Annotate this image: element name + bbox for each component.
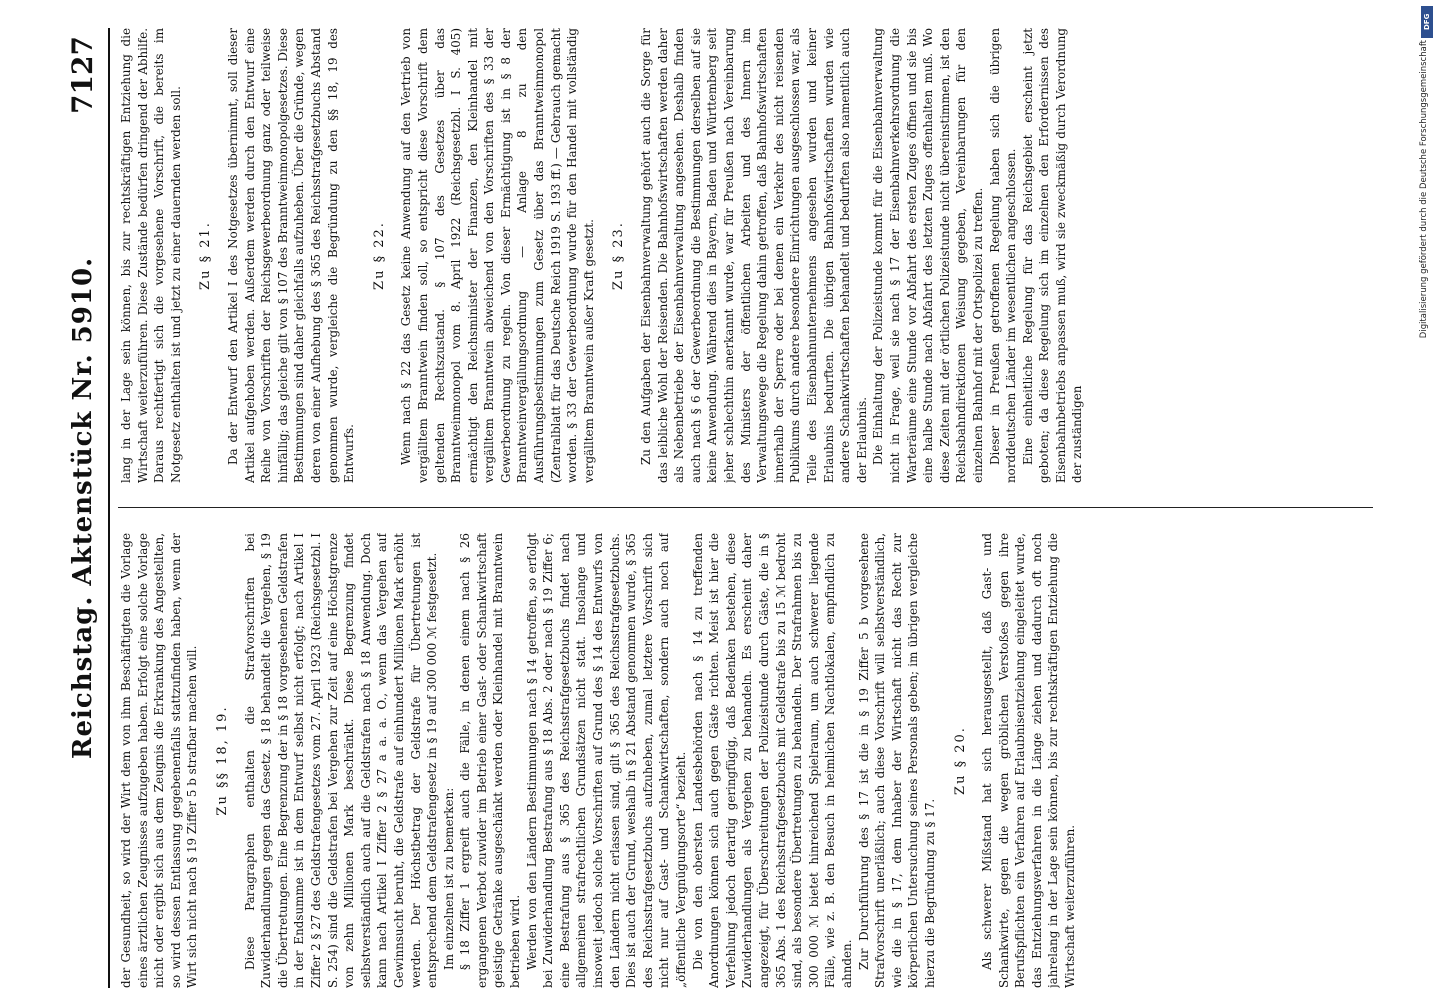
paragraph: Eine einheitliche Regelung für das Reichsgebiet erscheint jetzt geboten; da diese Regelung sich im einzelnen den Erfordernissen des Eisenbahnbetriebs anpassen muß, wird sie zweckmäßig durch Verordnung der zuständigen [1020, 28, 1085, 483]
section-heading: Zu §§ 18, 19. [214, 705, 230, 816]
paragraph: Zur Durchführung des § 17 ist die in § 19 Ziffer 5 b vorgesehene Strafvorschrift unerläßlich; auch diese Vorschrift will selbstverständlich, wie die in § 17, dem Inhaber der Wirtschaft nicht das Recht zur körperlichen Untersuchung seines Personals geben; im übrigen vergleiche hierzu die Begründung zu § 17. [856, 533, 937, 988]
paragraph: Da der Entwurf den Artikel I des Notgesetzes übernimmt, soll dieser Artikel aufgehoben werden. Außerdem werden durch den Entwurf eine Reihe von Vorschriften der Reichsgewerbeordnung ganz oder teilweise hinfällig; das gleiche gilt von § 107 des Branntweinmonopolgesetzes. Diese Bestimmungen sind daher gleichfalls aufzuheben. Über die Gründe, wegen deren von einer Aufhebung des § 365 des Reichsstrafgesetzbuchs Abstand genommen wurde, vergleiche die Begründung zu den §§ 18, 19 des Entwurfs. [225, 28, 357, 483]
paragraph: § 18 Ziffer 1 ergreift auch die Fälle, in denen einem nach § 26 ergangenen Verbot zuwider im Betrieb einer Gast- oder Schankwirtschaft geistige Getränke ausgeschänkt werden oder Kleinhandel mit Branntwein betrieben wird. [458, 533, 523, 988]
paragraph: Werden von den Ländern Bestimmungen nach § 14 getroffen, so erfolgt bei Zuwiderhandlung Bestrafung aus § 18 Abs. 2 oder nach § 19 Ziffer 6; eine Bestrafung aus § 365 des Reichsstrafgesetzbuchs findet nach allgemeinen strafrechtlichen Grundsätzen nicht statt. Insolange und insoweit jedoch solche Vorschriften auf Grund des § 14 des Entwurfs von den Ländern nicht erlassen sind, gilt § 365 des Reichsstrafgesetzbuchs. Dies ist auch der Grund, weshalb in § 21 Abstand genommen wurde, § 365 des Reichsstrafgesetzbuchs aufzuheben, zumal letztere Vorschrift sich nicht nur auf Gast- und Schankwirtschaften, sondern auch noch auf „öffentliche Vergnügungsorte“ bezieht. [524, 533, 688, 988]
section-heading: Zu § 21. [198, 221, 214, 290]
paragraph: Dieser in Preußen getroffenen Regelung haben sich die übrigen norddeutschen Länder im wesentlichen angeschlossen. [987, 28, 1019, 483]
paragraph: lang in der Lage sein können, bis zur rechtskräftigen Entziehung die Wirtschaft weiterzuführen. Diese Zustände bedürfen dringend der Abhilfe. Daraus rechtfertigt sich die vorgesehene Vorschrift, die bereits im Notgesetz enthalten ist und jetzt zu einer dauernden werden soll. [119, 28, 183, 483]
section-heading: Zu § 20. [952, 726, 968, 795]
paragraph: Zu den Aufgaben der Eisenbahnverwaltung gehört auch die Sorge für das leibliche Wohl der Reisenden. Die Bahnhofswirtschaften werden daher als Nebenbetriebe der Eisenbahnverwaltung angesehen. Deshalb finden auch nach § 6 der Gewerbeordnung die Bestimmungen derselben auf sie keine Anwendung. Während dies in Bayern, Baden und Württemberg seit jeher schlechthin anerkannt wurde, war für Preußen nach Vereinbarung des Ministers der öffentlichen Arbeiten und des Innern im Verwaltungswege die Regelung dahin getroffen, daß Bahnhofswirtschaften innerhalb der Sperre oder bei denen ein Verkehr des nicht reisenden Publikums durch andere besondere Einrichtungen ausgeschlossen war, als Teile des Eisenbahnunternehmens angesehen wurden und keiner Erlaubnis bedurften. Die übrigen Bahnhofswirtschaften wurden wie andere Schankwirtschaften behandelt und bedurften also namentlich auch der Erlaubnis. [639, 28, 869, 483]
dfg-logo: DFG [1421, 6, 1433, 38]
paragraph: Die von den obersten Landesbehörden nach § 14 zu treffenden Anordnungen können sich auch gegen Gäste richten. Meist ist hier die Verfehlung jedoch derartig geringfügig, daß Bedenken bestehen, diese Zuwiderhandlungen als Vergehen zu behandeln. Es erscheint daher angezeigt, für Überschreitungen der Polizeistunde durch Gäste, die in § 365 Abs. 1 des Reichsstrafgesetzbuchs mit Geldstrafe bis zu 15 ℳ bedroht sind, als besondere Übertretungen zu behandeln. Der Strafrahmen bis zu 300 000 ℳ bietet hinreichend Spielraum, um auch schwerer liegende Fälle, wie z. B. den Besuch in heimlichen Nachtlokalen, empfindlich zu ahnden. [690, 533, 854, 988]
section-heading: Zu § 22. [371, 221, 387, 290]
paragraph: Im einzelnen ist zu bemerken: [441, 787, 456, 970]
paragraph: Als schwerer Mißstand hat sich herausgestellt, daß Gast- und Schankwirte, gegen die wegen gröblichen Verstoßes gegen ihre Berufspflichten ein Verfahren auf Erlaubnisentziehung eingeleitet wurde, das Entziehungsverfahren in die Länge ziehen und dadurch oft noch jahrelang in der Lage sein können, bis zur rechtskräftigen Entziehung die Wirtschaft weiterzuführen. [980, 533, 1078, 988]
paragraph: Die Einhaltung der Polizeistunde kommt für die Eisenbahnverwaltung nicht in Frage, weil sie nach § 17 der Eisenbahnverkehrsordnung die Warteräume eine Stunde vor Abfahrt des ersten Zuges öffnen und sie bis eine halbe Stunde nach Abfahrt des letzten Zuges offenhalten muß. Wo diese Zeiten mit der örtlichen Polizeistunde nicht übereinstimmen, ist den Reichsbahndirektionen Weisung gegeben, Vereinbarungen für den einzelnen Bahnhof mit der Ortspolizei zu treffen. [871, 28, 985, 483]
column-divider [118, 507, 1373, 508]
document-page [60, 28, 1390, 988]
paragraph: der Gesundheit, so wird der Wirt dem von ihm Beschäftigten die Vorlage eines ärztlichen Zeugnisses aufzugeben haben. Erfolgt eine solche Vorlage nicht oder ergibt sich aus dem Zeugnis die Erkrankung des Angestellten, so wird dessen Entlassung gegebenenfalls stattzufinden haben, wenn der Wirt sich nicht nach § 19 Ziffer 5 b strafbar machen will. [119, 533, 200, 988]
right-column [118, 28, 1383, 483]
digitization-credit [1419, 40, 1433, 640]
left-column [118, 533, 1383, 988]
page-number: 7127 [66, 36, 99, 114]
running-head: Reichstag. Aktenstück Nr. 5910. [68, 256, 98, 760]
section-heading: Zu § 23. [611, 221, 627, 290]
credit-text: Digitalisierung gefördert durch die Deutsche Forschungsgemeinschaft [1419, 40, 1429, 339]
page-header [60, 28, 110, 988]
paragraph: Wenn nach § 22 das Gesetz keine Anwendung auf den Vertrieb von vergälltem Branntwein finden soll, so entspricht diese Vorschrift dem geltenden Rechtszustand. § 107 des Gesetzes über das Branntweinmonopol vom 8. April 1922 (Reichsgesetzbl. I S. 405) ermächtigt den Reichsminister der Finanzen, den Kleinhandel mit vergälltem Branntwein abweichend von den Vorschriften des § 33 der Gewerbeordnung zu regeln. Von dieser Ermächtigung ist in § 8 der Branntweinvergällungsordnung — Anlage 8 zu den Ausführungsbestimmungen zum Gesetz über das Branntweinmonopol (Zentralblatt für das Deutsche Reich 1919 S. 193 ff.) — Gebrauch gemacht worden. § 33 der Gewerbeordnung wurde für den Handel mit vollständig vergälltem Branntwein außer Kraft gesetzt. [399, 28, 596, 483]
paragraph: Diese Paragraphen enthalten die Strafvorschriften bei Zuwiderhandlungen gegen das Gesetz. § 18 behandelt die Vergehen, § 19 die Übertretungen. Eine Begrenzung der in § 18 vorgesehenen Geldstrafen in der Endsumme ist in dem Entwurf selbst nicht erfolgt; nach Artikel I Ziffer 2 § 27 des Geldstrafengesetzes vom 27. April 1923 (Reichsgesetzbl. I S. 254) sind die Geldstrafen bei Vergehen zur Zeit auf eine Höchstgrenze von zehn Millionen Mark beschränkt. Diese Begrenzung findet selbstverständlich auch auf die Geldstrafen nach § 18 Anwendung. Doch kann nach Artikel I Ziffer 2 § 27 a a. a. O., wenn das Vergehen auf Gewinnsucht beruht, die Geldstrafe auf einhundert Millionen Mark erhöht werden. Der Höchstbetrag der Geldstrafe für Übertretungen ist entsprechend dem Geldstrafengesetz in § 19 auf 300 000 ℳ festgesetzt. [242, 533, 440, 988]
